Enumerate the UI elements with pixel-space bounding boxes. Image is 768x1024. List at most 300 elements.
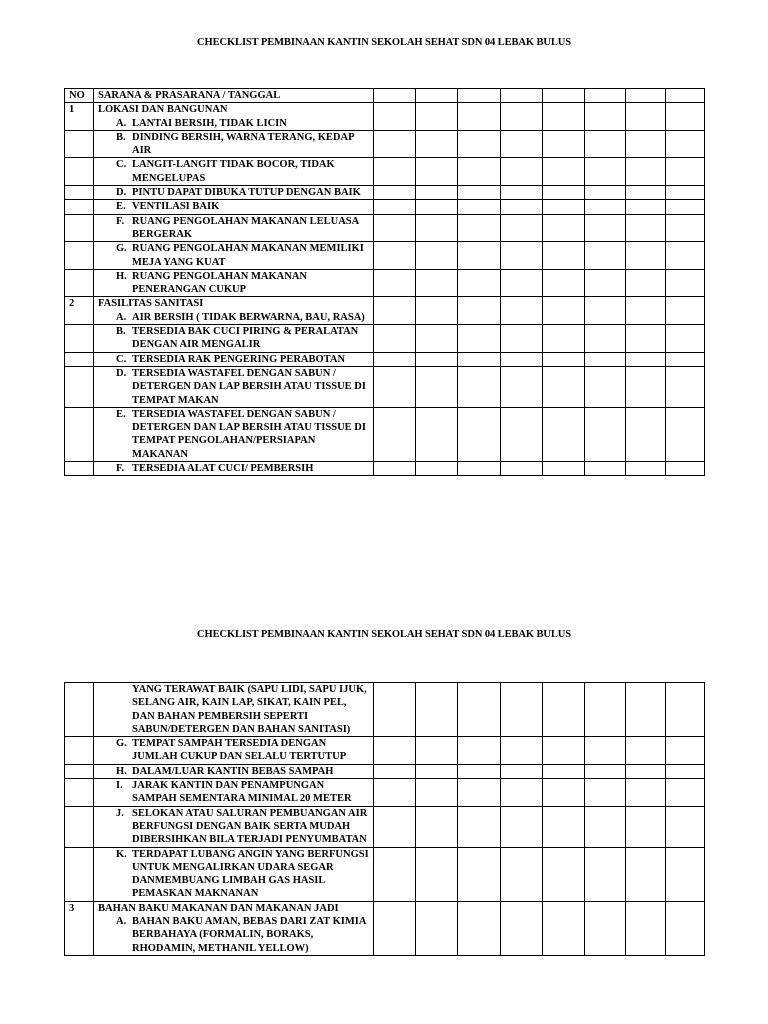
date-check-cell xyxy=(626,269,666,297)
date-check-cell xyxy=(416,407,458,461)
date-check-cell xyxy=(501,214,543,242)
date-check-cell xyxy=(416,269,458,297)
date-check-cell xyxy=(585,806,626,847)
date-check-cell xyxy=(543,764,585,778)
date-check-cell xyxy=(666,779,705,807)
number-cell xyxy=(65,683,94,737)
date-check-cell xyxy=(666,269,705,297)
date-check-cell xyxy=(585,352,626,366)
item-cell xyxy=(94,242,374,270)
date-check-cell xyxy=(458,847,501,901)
date-check-cell xyxy=(666,186,705,200)
checklist-item xyxy=(98,131,373,158)
date-check-cell xyxy=(543,158,585,186)
item-letter: B. xyxy=(116,131,126,143)
section-number: 2 xyxy=(65,297,94,325)
section-title: BAHAN BAKU MAKANAN DAN MAKANAN JADI xyxy=(98,902,339,914)
section-title: LOKASI DAN BANGUNAN xyxy=(98,104,228,116)
date-check-cell xyxy=(416,297,458,325)
date-check-cell xyxy=(666,462,705,476)
checklist-item xyxy=(98,215,373,242)
date-check-cell xyxy=(416,366,458,407)
date-check-cell xyxy=(416,901,458,955)
date-check-cell xyxy=(666,89,705,103)
item-text: JARAK KANTIN DAN PENAMPUNGAN SAMPAH SEMENTARA MINIMAL 20 METER xyxy=(132,780,352,805)
item-text: TERSEDIA BAK CUCI PIRING & PERALATAN DENGAN AIR MENGALIR xyxy=(132,326,359,351)
date-check-cell xyxy=(374,407,416,461)
item-text: VENTILASI BAIK xyxy=(132,201,220,213)
date-check-cell xyxy=(458,366,501,407)
checklist-item xyxy=(98,367,373,407)
date-check-cell xyxy=(458,186,501,200)
date-check-cell xyxy=(543,462,585,476)
date-check-cell xyxy=(458,89,501,103)
date-check-cell xyxy=(374,901,416,955)
date-check-cell xyxy=(543,737,585,765)
checklist-item xyxy=(98,807,373,847)
number-cell xyxy=(65,462,94,476)
checklist-item xyxy=(98,737,373,764)
item-cell xyxy=(94,352,374,366)
date-check-cell xyxy=(416,352,458,366)
date-check-cell xyxy=(666,806,705,847)
date-check-cell xyxy=(626,200,666,214)
date-check-cell xyxy=(666,200,705,214)
item-cell xyxy=(94,200,374,214)
table-row xyxy=(65,186,705,200)
item-cell xyxy=(94,269,374,297)
date-check-cell xyxy=(501,186,543,200)
date-check-cell xyxy=(585,158,626,186)
date-check-cell xyxy=(416,847,458,901)
date-check-cell xyxy=(416,325,458,353)
checklist-table-2 xyxy=(64,682,705,956)
item-letter: E. xyxy=(116,408,126,420)
date-check-cell xyxy=(626,214,666,242)
item-cell xyxy=(94,325,374,353)
date-check-cell xyxy=(416,683,458,737)
item-letter: B. xyxy=(116,326,126,338)
number-cell xyxy=(65,130,94,158)
header-no: NO xyxy=(65,89,94,103)
date-check-cell xyxy=(374,200,416,214)
item-cell xyxy=(94,764,374,778)
date-check-cell xyxy=(585,325,626,353)
date-check-cell xyxy=(501,366,543,407)
date-check-cell xyxy=(374,352,416,366)
date-check-cell xyxy=(666,683,705,737)
checklist-table-1 xyxy=(64,88,705,476)
date-check-cell xyxy=(543,683,585,737)
date-check-cell xyxy=(458,779,501,807)
date-check-cell xyxy=(416,200,458,214)
item-text: LANTAI BERSIH, TIDAK LICIN xyxy=(132,117,287,129)
checklist-item xyxy=(98,117,373,130)
table-row xyxy=(65,130,705,158)
section-title: FASILITAS SANITASI xyxy=(98,298,204,310)
checklist-item xyxy=(98,200,373,213)
date-check-cell xyxy=(543,366,585,407)
item-text: TERSEDIA RAK PENGERING PERABOTAN xyxy=(132,353,346,365)
date-check-cell xyxy=(501,407,543,461)
item-text: PINTU DAPAT DIBUKA TUTUP DENGAN BAIK xyxy=(132,187,361,199)
item-cell xyxy=(94,462,374,476)
date-check-cell xyxy=(543,103,585,131)
date-check-cell xyxy=(626,297,666,325)
table-row xyxy=(65,158,705,186)
item-cell xyxy=(94,847,374,901)
number-cell xyxy=(65,325,94,353)
date-check-cell xyxy=(626,779,666,807)
date-check-cell xyxy=(458,214,501,242)
item-letter: A. xyxy=(116,916,127,928)
item-letter: H. xyxy=(116,270,127,282)
date-check-cell xyxy=(666,764,705,778)
date-check-cell xyxy=(374,737,416,765)
date-check-cell xyxy=(501,779,543,807)
date-check-cell xyxy=(585,366,626,407)
item-letter: D. xyxy=(116,367,127,379)
number-cell xyxy=(65,158,94,186)
number-cell xyxy=(65,242,94,270)
date-check-cell xyxy=(501,847,543,901)
date-check-cell xyxy=(501,325,543,353)
date-check-cell xyxy=(666,130,705,158)
date-check-cell xyxy=(501,764,543,778)
date-check-cell xyxy=(543,297,585,325)
date-check-cell xyxy=(626,764,666,778)
item-text: DALAM/LUAR KANTIN BEBAS SAMPAH xyxy=(132,765,334,777)
checklist-item xyxy=(98,325,373,352)
continued-text: YANG TERAWAT BAIK (SAPU LIDI, SAPU IJUK, SELANG AIR, KAIN LAP, SIKAT, KAIN PEL, DAN BAHAN PEMBERSIH SEPERTI SABUN/DETERGEN DAN BAHAN SANITASI) xyxy=(132,684,367,735)
date-check-cell xyxy=(666,847,705,901)
item-letter: D. xyxy=(116,187,127,199)
table-row xyxy=(65,200,705,214)
date-check-cell xyxy=(416,214,458,242)
item-cell xyxy=(94,130,374,158)
date-check-cell xyxy=(626,242,666,270)
date-check-cell xyxy=(458,683,501,737)
date-check-cell xyxy=(501,806,543,847)
date-check-cell xyxy=(585,683,626,737)
date-check-cell xyxy=(585,200,626,214)
date-check-cell xyxy=(416,89,458,103)
date-check-cell xyxy=(501,130,543,158)
date-check-cell xyxy=(458,806,501,847)
number-cell xyxy=(65,407,94,461)
date-check-cell xyxy=(666,214,705,242)
date-check-cell xyxy=(543,901,585,955)
date-check-cell xyxy=(626,352,666,366)
date-check-cell xyxy=(501,737,543,765)
item-letter: A. xyxy=(116,117,127,129)
date-check-cell xyxy=(585,462,626,476)
date-check-cell xyxy=(626,325,666,353)
date-check-cell xyxy=(374,158,416,186)
date-check-cell xyxy=(666,352,705,366)
date-check-cell xyxy=(585,242,626,270)
checklist-item xyxy=(98,848,373,901)
date-check-cell xyxy=(666,242,705,270)
date-check-cell xyxy=(626,103,666,131)
number-cell xyxy=(65,269,94,297)
item-letter: I. xyxy=(116,780,123,792)
date-check-cell xyxy=(543,407,585,461)
date-check-cell xyxy=(543,130,585,158)
date-check-cell xyxy=(458,462,501,476)
date-check-cell xyxy=(501,683,543,737)
checklist-item xyxy=(98,915,373,955)
item-letter: F. xyxy=(116,215,125,227)
date-check-cell xyxy=(416,737,458,765)
checklist-item xyxy=(98,311,373,324)
date-check-cell xyxy=(416,130,458,158)
date-check-cell xyxy=(543,779,585,807)
number-cell xyxy=(65,764,94,778)
date-check-cell xyxy=(626,806,666,847)
date-check-cell xyxy=(666,158,705,186)
checklist-item xyxy=(98,242,373,269)
date-check-cell xyxy=(626,89,666,103)
item-letter: K. xyxy=(116,848,127,860)
page-title: CHECKLIST PEMBINAAN KANTIN SEKOLAH SEHAT SDN 04 LEBAK BULUS xyxy=(197,37,571,48)
date-check-cell xyxy=(585,186,626,200)
item-text: AIR BERSIH ( TIDAK BERWARNA, BAU, RASA) xyxy=(132,311,365,323)
number-cell xyxy=(65,214,94,242)
date-check-cell xyxy=(374,242,416,270)
date-check-cell xyxy=(585,737,626,765)
date-check-cell xyxy=(585,269,626,297)
date-check-cell xyxy=(626,130,666,158)
date-check-cell xyxy=(543,269,585,297)
item-letter: F. xyxy=(116,463,125,475)
item-letter: H. xyxy=(116,765,127,777)
table-row xyxy=(65,462,705,476)
date-check-cell xyxy=(374,325,416,353)
date-check-cell xyxy=(374,806,416,847)
checklist-item xyxy=(98,158,373,185)
checklist-item xyxy=(98,353,373,366)
date-check-cell xyxy=(458,158,501,186)
checklist-item xyxy=(98,765,373,778)
date-check-cell xyxy=(374,130,416,158)
number-cell xyxy=(65,352,94,366)
date-check-cell xyxy=(374,89,416,103)
date-check-cell xyxy=(458,407,501,461)
item-letter: G. xyxy=(116,738,127,750)
table-row xyxy=(65,366,705,407)
item-cell xyxy=(94,158,374,186)
item-letter: E. xyxy=(116,201,126,213)
table-row xyxy=(65,103,705,131)
table-row xyxy=(65,269,705,297)
date-check-cell xyxy=(416,103,458,131)
date-check-cell xyxy=(543,806,585,847)
date-check-cell xyxy=(585,214,626,242)
date-check-cell xyxy=(626,737,666,765)
date-check-cell xyxy=(585,130,626,158)
date-check-cell xyxy=(585,407,626,461)
table-row xyxy=(65,847,705,901)
date-check-cell xyxy=(585,779,626,807)
date-check-cell xyxy=(501,200,543,214)
date-check-cell xyxy=(666,737,705,765)
table-row xyxy=(65,764,705,778)
date-check-cell xyxy=(666,103,705,131)
item-text: SELOKAN ATAU SALURAN PEMBUANGAN AIR BERFUNGSI DENGAN BAIK SERTA MUDAH DIBERSIHKAN BILA TERJADI PENYUMBATAN xyxy=(132,807,368,846)
date-check-cell xyxy=(374,297,416,325)
date-check-cell xyxy=(374,683,416,737)
table-row xyxy=(65,901,705,955)
item-text: TERSEDIA ALAT CUCI/ PEMBERSIH xyxy=(132,463,314,475)
date-check-cell xyxy=(458,325,501,353)
date-check-cell xyxy=(416,186,458,200)
table-row xyxy=(65,806,705,847)
date-check-cell xyxy=(458,269,501,297)
item-text: LANGIT-LANGIT TIDAK BOCOR, TIDAK MENGELUPAS xyxy=(132,159,335,184)
date-check-cell xyxy=(458,200,501,214)
item-text: TERSEDIA WASTAFEL DENGAN SABUN / DETERGEN DAN LAP BERSIH ATAU TISSUE DI TEMPAT MAKAN xyxy=(132,367,366,406)
date-check-cell xyxy=(543,242,585,270)
date-check-cell xyxy=(416,158,458,186)
date-check-cell xyxy=(416,806,458,847)
item-text: RUANG PENGOLAHAN MAKANAN PENERANGAN CUKUP xyxy=(132,270,307,296)
date-check-cell xyxy=(501,269,543,297)
checklist-item xyxy=(98,408,373,461)
table-row xyxy=(65,325,705,353)
date-check-cell xyxy=(374,214,416,242)
item-text: RUANG PENGOLAHAN MAKANAN MEMILIKI MEJA YANG KUAT xyxy=(132,243,364,268)
date-check-cell xyxy=(585,847,626,901)
date-check-cell xyxy=(458,130,501,158)
date-check-cell xyxy=(374,269,416,297)
date-check-cell xyxy=(374,462,416,476)
date-check-cell xyxy=(374,366,416,407)
date-check-cell xyxy=(501,103,543,131)
section-number: 1 xyxy=(65,103,94,131)
item-text: TERSEDIA WASTAFEL DENGAN SABUN / DETERGEN DAN LAP BERSIH ATAU TISSUE DI TEMPAT PENGOLAHAN/PERSIAPAN MAKANAN xyxy=(132,408,366,460)
date-check-cell xyxy=(543,200,585,214)
date-check-cell xyxy=(416,462,458,476)
item-cell xyxy=(94,806,374,847)
item-text: BAHAN BAKU AMAN, BEBAS DARI ZAT KIMIA BERBAHAYA (FORMALIN, BORAKS, RHODAMIN, METHANIL YELLOW) xyxy=(132,916,366,954)
date-check-cell xyxy=(501,158,543,186)
date-check-cell xyxy=(585,297,626,325)
checklist-item xyxy=(98,779,373,806)
date-check-cell xyxy=(585,901,626,955)
item-cell xyxy=(94,366,374,407)
section-cell xyxy=(94,103,374,131)
date-check-cell xyxy=(416,779,458,807)
date-check-cell xyxy=(543,214,585,242)
item-letter: A. xyxy=(116,311,127,323)
date-check-cell xyxy=(458,764,501,778)
date-check-cell xyxy=(458,242,501,270)
table-row xyxy=(65,297,705,325)
date-check-cell xyxy=(458,103,501,131)
date-check-cell xyxy=(374,764,416,778)
date-check-cell xyxy=(666,407,705,461)
section-cell xyxy=(94,901,374,955)
item-letter: G. xyxy=(116,243,127,255)
date-check-cell xyxy=(458,737,501,765)
table-row xyxy=(65,352,705,366)
date-check-cell xyxy=(501,242,543,270)
item-text: TEMPAT SAMPAH TERSEDIA DENGAN JUMLAH CUKUP DAN SELALU TERTUTUP xyxy=(132,738,347,763)
date-check-cell xyxy=(458,297,501,325)
table-row xyxy=(65,737,705,765)
date-check-cell xyxy=(374,103,416,131)
date-check-cell xyxy=(374,186,416,200)
number-cell xyxy=(65,806,94,847)
date-check-cell xyxy=(626,683,666,737)
date-check-cell xyxy=(374,779,416,807)
number-cell xyxy=(65,847,94,901)
date-check-cell xyxy=(626,158,666,186)
date-check-cell xyxy=(666,297,705,325)
item-letter: J. xyxy=(116,807,124,819)
date-check-cell xyxy=(626,366,666,407)
item-cell xyxy=(94,683,374,737)
date-check-cell xyxy=(458,352,501,366)
checklist-item xyxy=(98,462,373,475)
section-cell xyxy=(94,297,374,325)
item-text: DINDING BERSIH, WARNA TERANG, KEDAP AIR xyxy=(132,131,354,157)
date-check-cell xyxy=(626,847,666,901)
date-check-cell xyxy=(501,89,543,103)
date-check-cell xyxy=(416,764,458,778)
date-check-cell xyxy=(501,901,543,955)
item-letter: C. xyxy=(116,159,127,171)
number-cell xyxy=(65,366,94,407)
date-check-cell xyxy=(501,462,543,476)
table-row xyxy=(65,683,705,737)
date-check-cell xyxy=(626,186,666,200)
number-cell xyxy=(65,186,94,200)
date-check-cell xyxy=(416,242,458,270)
date-check-cell xyxy=(585,764,626,778)
date-check-cell xyxy=(666,366,705,407)
item-cell xyxy=(94,407,374,461)
date-check-cell xyxy=(543,89,585,103)
table-row xyxy=(65,242,705,270)
date-check-cell xyxy=(666,901,705,955)
section-number: 3 xyxy=(65,901,94,955)
item-cell xyxy=(94,737,374,765)
checklist-item xyxy=(98,270,373,297)
checklist-item xyxy=(98,186,373,199)
date-check-cell xyxy=(666,325,705,353)
date-check-cell xyxy=(626,462,666,476)
date-check-cell xyxy=(458,901,501,955)
date-check-cell xyxy=(626,901,666,955)
item-letter: C. xyxy=(116,353,127,365)
date-check-cell xyxy=(543,847,585,901)
date-check-cell xyxy=(543,186,585,200)
item-text: RUANG PENGOLAHAN MAKANAN LELUASA BERGERAK xyxy=(132,215,359,240)
table-row xyxy=(65,407,705,461)
date-check-cell xyxy=(543,325,585,353)
table-row xyxy=(65,214,705,242)
page-title-continued: CHECKLIST PEMBINAAN KANTIN SEKOLAH SEHAT SDN 04 LEBAK BULUS xyxy=(197,629,571,640)
date-check-cell xyxy=(626,407,666,461)
item-cell xyxy=(94,186,374,200)
date-check-cell xyxy=(585,103,626,131)
date-check-cell xyxy=(501,297,543,325)
date-check-cell xyxy=(501,352,543,366)
date-check-cell xyxy=(585,89,626,103)
header-label: SARANA & PRASARANA / TANGGAL xyxy=(94,89,374,103)
